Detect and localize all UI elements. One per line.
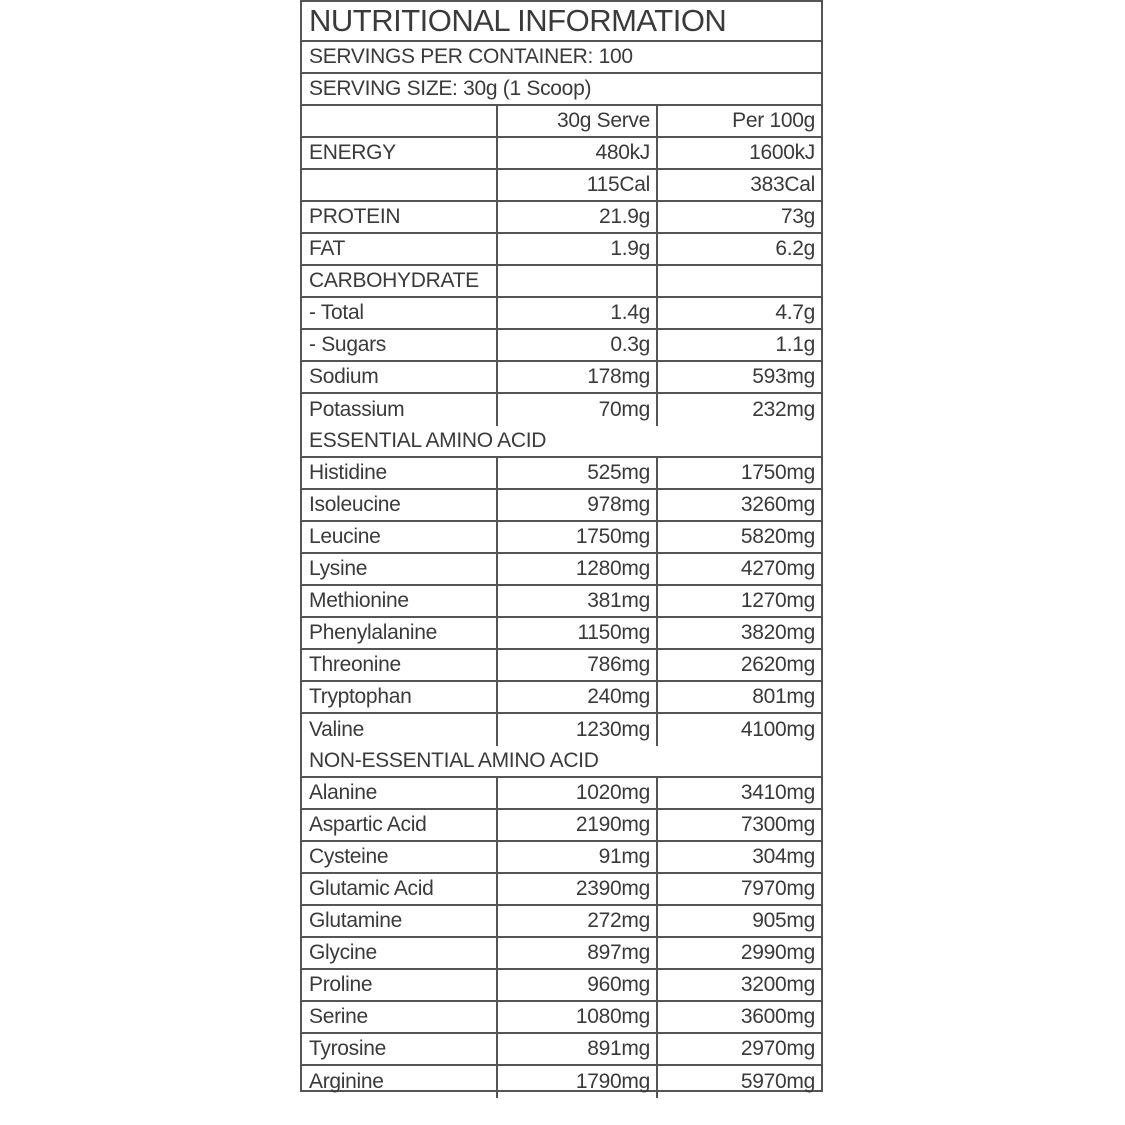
table-row bbox=[302, 1066, 821, 1098]
nutrient-name: PROTEIN bbox=[302, 202, 498, 232]
per-100g-value: 304mg bbox=[752, 845, 815, 868]
nutrient-name: Tyrosine bbox=[302, 1034, 498, 1064]
per-serve-value: 525mg bbox=[498, 458, 658, 488]
nutrient-name: Leucine bbox=[302, 522, 498, 552]
per-100g-value: 73g bbox=[780, 205, 815, 228]
per-serve-value: 480kJ bbox=[498, 138, 658, 168]
per-100g-value: 3820mg bbox=[740, 621, 815, 644]
per-100g-value: 3410mg bbox=[740, 781, 815, 804]
servings-row bbox=[302, 42, 821, 74]
serving-size: SERVING SIZE: 30g (1 Scoop) bbox=[309, 77, 592, 100]
per-serve-value: 2190mg bbox=[498, 810, 658, 840]
serving-size-row bbox=[302, 74, 821, 106]
nutrient-name: Glycine bbox=[302, 938, 498, 968]
per-serve-value: 70mg bbox=[498, 394, 658, 426]
table-row bbox=[302, 394, 821, 426]
per-100g-value: 1270mg bbox=[740, 589, 815, 612]
nonessential-heading: NON-ESSENTIAL AMINO ACID bbox=[309, 749, 599, 772]
per-100g-value: 4270mg bbox=[740, 557, 815, 580]
table-row bbox=[302, 650, 821, 682]
nutrient-name: - Sugars bbox=[302, 330, 498, 360]
table-row bbox=[302, 138, 821, 170]
table-row bbox=[302, 618, 821, 650]
per-100g-value: 232mg bbox=[752, 398, 815, 421]
per-serve-value: 897mg bbox=[498, 938, 658, 968]
nutrient-name: Glutamine bbox=[302, 906, 498, 936]
nutrient-name: Phenylalanine bbox=[302, 618, 498, 648]
table-row bbox=[302, 554, 821, 586]
per-100g-value: 3600mg bbox=[740, 1005, 815, 1028]
per-100g-value: 5970mg bbox=[740, 1070, 815, 1093]
nutrient-name: Methionine bbox=[302, 586, 498, 616]
table-row bbox=[302, 202, 821, 234]
nutrient-name: Proline bbox=[302, 970, 498, 1000]
column-header-per100: Per 100g bbox=[732, 109, 815, 132]
nutrient-name: Threonine bbox=[302, 650, 498, 680]
table-row bbox=[302, 586, 821, 618]
nutrient-name: Aspartic Acid bbox=[302, 810, 498, 840]
table-row bbox=[302, 714, 821, 746]
per-100g-value: 2970mg bbox=[740, 1037, 815, 1060]
per-serve-value: 891mg bbox=[498, 1034, 658, 1064]
per-serve-value: 1.9g bbox=[498, 234, 658, 264]
table-row bbox=[302, 170, 821, 202]
per-serve-value: 272mg bbox=[498, 906, 658, 936]
nutrient-name: Glutamic Acid bbox=[302, 874, 498, 904]
nutrient-name: Serine bbox=[302, 1002, 498, 1032]
essential-section bbox=[302, 458, 821, 746]
per-serve-value: 1080mg bbox=[498, 1002, 658, 1032]
per-100g-value: 4.7g bbox=[775, 301, 815, 324]
nutrient-name: - Total bbox=[302, 298, 498, 328]
per-100g-value bbox=[658, 266, 821, 296]
per-100g-value: 593mg bbox=[752, 365, 815, 388]
per-100g-value: 1600kJ bbox=[749, 141, 815, 164]
per-serve-value: 178mg bbox=[498, 362, 658, 392]
per-serve-value bbox=[498, 266, 658, 296]
per-serve-value: 0.3g bbox=[498, 330, 658, 360]
per-100g-value: 3200mg bbox=[740, 973, 815, 996]
table-row bbox=[302, 938, 821, 970]
nutrient-name: ENERGY bbox=[302, 138, 498, 168]
nutrient-name: Histidine bbox=[302, 458, 498, 488]
per-100g-value: 5820mg bbox=[740, 525, 815, 548]
nutrient-name: Potassium bbox=[302, 394, 498, 426]
per-serve-value: 115Cal bbox=[498, 170, 658, 200]
per-serve-value: 91mg bbox=[498, 842, 658, 872]
nutrient-name: Cysteine bbox=[302, 842, 498, 872]
per-100g-value: 383Cal bbox=[750, 173, 815, 196]
per-serve-value: 1750mg bbox=[498, 522, 658, 552]
per-serve-value: 2390mg bbox=[498, 874, 658, 904]
per-serve-value: 1020mg bbox=[498, 778, 658, 808]
per-100g-value: 801mg bbox=[752, 685, 815, 708]
per-serve-value: 21.9g bbox=[498, 202, 658, 232]
per-serve-value: 1280mg bbox=[498, 554, 658, 584]
per-serve-value: 960mg bbox=[498, 970, 658, 1000]
table-row bbox=[302, 490, 821, 522]
per-100g-value: 6.2g bbox=[775, 237, 815, 260]
nutrient-name: Lysine bbox=[302, 554, 498, 584]
nonessential-section bbox=[302, 778, 821, 1098]
table-row bbox=[302, 266, 821, 298]
nutrient-name: Sodium bbox=[302, 362, 498, 392]
nutrient-name: Isoleucine bbox=[302, 490, 498, 520]
per-100g-value: 7970mg bbox=[740, 877, 815, 900]
table-row bbox=[302, 362, 821, 394]
table-row bbox=[302, 522, 821, 554]
per-serve-value: 1230mg bbox=[498, 714, 658, 746]
nutrient-name: Tryptophan bbox=[302, 682, 498, 712]
table-row bbox=[302, 810, 821, 842]
per-100g-value: 4100mg bbox=[740, 718, 815, 741]
per-serve-value: 381mg bbox=[498, 586, 658, 616]
column-header-serve: 30g Serve bbox=[498, 106, 658, 136]
per-100g-value: 7300mg bbox=[740, 813, 815, 836]
table-row bbox=[302, 970, 821, 1002]
per-100g-value: 905mg bbox=[752, 909, 815, 932]
essential-heading-row bbox=[302, 426, 821, 458]
per-100g-value: 2620mg bbox=[740, 653, 815, 676]
column-header-row bbox=[302, 106, 821, 138]
per-serve-value: 1150mg bbox=[498, 618, 658, 648]
nutrients-section bbox=[302, 138, 821, 426]
per-100g-value: 2990mg bbox=[740, 941, 815, 964]
table-row bbox=[302, 682, 821, 714]
nutrient-name bbox=[302, 170, 498, 200]
per-serve-value: 1790mg bbox=[498, 1066, 658, 1098]
per-serve-value: 786mg bbox=[498, 650, 658, 680]
nutrient-name: Valine bbox=[302, 714, 498, 746]
nutrient-name: Alanine bbox=[302, 778, 498, 808]
table-row bbox=[302, 874, 821, 906]
table-row bbox=[302, 1002, 821, 1034]
table-row bbox=[302, 842, 821, 874]
table-row bbox=[302, 298, 821, 330]
per-serve-value: 978mg bbox=[498, 490, 658, 520]
table-row bbox=[302, 1034, 821, 1066]
table-row bbox=[302, 458, 821, 490]
per-serve-value: 1.4g bbox=[498, 298, 658, 328]
table-row bbox=[302, 330, 821, 362]
table-row bbox=[302, 234, 821, 266]
nutrition-panel bbox=[300, 0, 823, 1092]
nutrient-name: CARBOHYDRATE bbox=[302, 266, 498, 296]
per-100g-value: 1.1g bbox=[775, 333, 815, 356]
per-serve-value: 240mg bbox=[498, 682, 658, 712]
nonessential-heading-row bbox=[302, 746, 821, 778]
panel-title: NUTRITIONAL INFORMATION bbox=[309, 3, 727, 38]
table-row bbox=[302, 778, 821, 810]
servings-per-container: SERVINGS PER CONTAINER: 100 bbox=[309, 45, 633, 68]
title-row bbox=[302, 2, 821, 42]
essential-heading: ESSENTIAL AMINO ACID bbox=[309, 429, 547, 452]
table-row bbox=[302, 906, 821, 938]
per-100g-value: 3260mg bbox=[740, 493, 815, 516]
column-header-label bbox=[302, 106, 498, 136]
nutrient-name: FAT bbox=[302, 234, 498, 264]
per-100g-value: 1750mg bbox=[740, 461, 815, 484]
nutrient-name: Arginine bbox=[302, 1066, 498, 1098]
